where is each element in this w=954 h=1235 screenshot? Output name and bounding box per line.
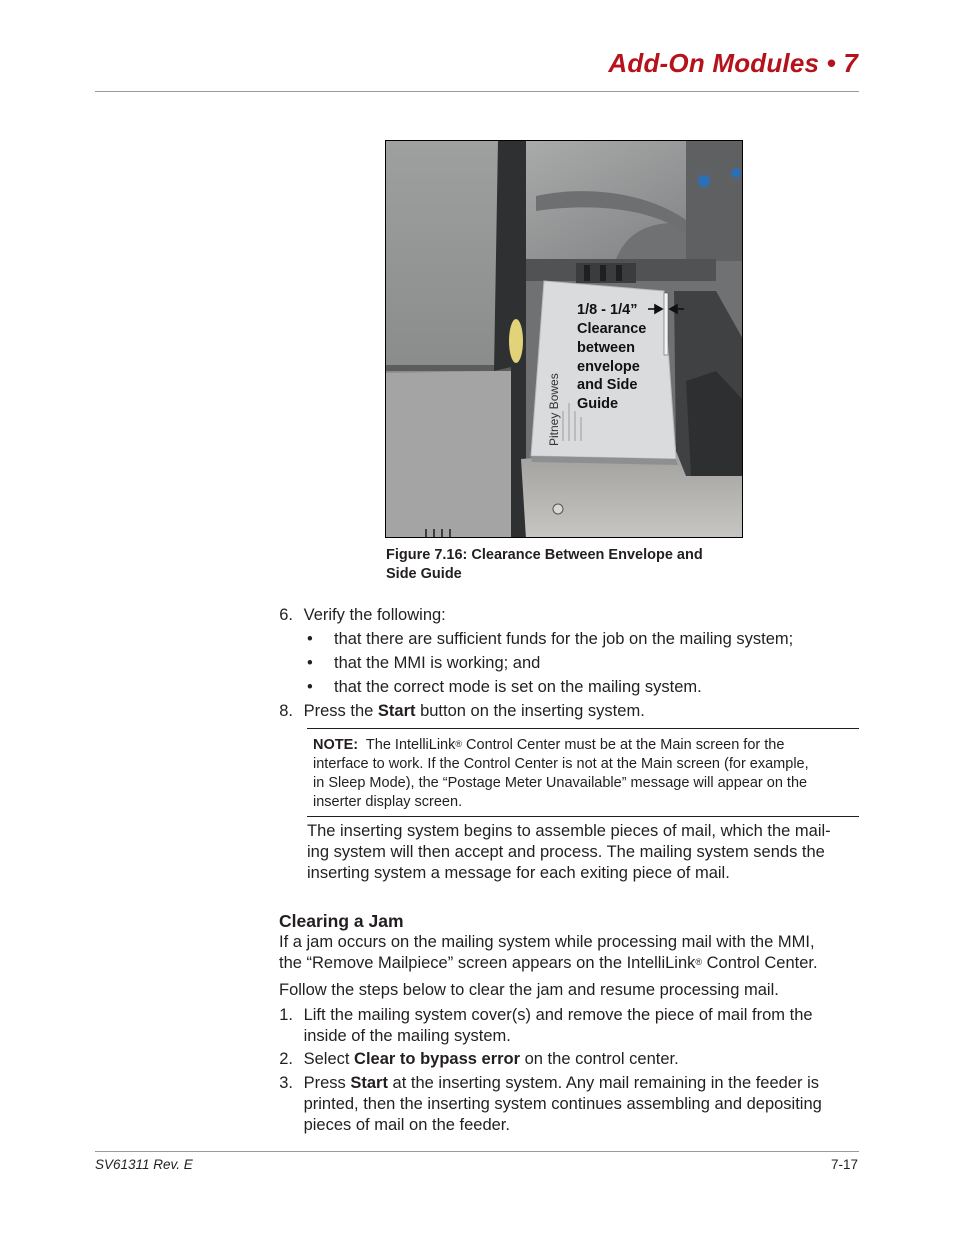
caption-line-2: Side Guide <box>386 566 462 582</box>
figure-caption <box>386 546 746 584</box>
bullet-icon: • <box>307 630 313 648</box>
jam-step-2 <box>271 1049 679 1070</box>
bullet-text-2: that the MMI is working; and <box>334 654 541 672</box>
note-line-1-post: Control Center must be at the Main screen for the <box>462 737 785 753</box>
callout-line-2: Clearance <box>577 321 647 337</box>
jam-step-1-line-1: Lift the mailing system cover(s) and remove the piece of mail from the <box>303 1006 813 1024</box>
jam-step-3-line-2: printed, then the inserting system continues assembling and depositing <box>303 1095 822 1113</box>
bullet-item <box>307 653 540 674</box>
jam-step-2-number: 2. <box>279 1050 293 1068</box>
paragraph-line-3: inserting system a message for each exiting piece of mail. <box>307 864 730 882</box>
paragraph-line-2: ing system will then accept and process. The mailing system sends the <box>307 843 825 861</box>
jam-intro-line-1: If a jam occurs on the mailing system while processing mail with the MMI, <box>279 933 815 951</box>
jam-follow-text: Follow the steps below to clear the jam and resume processing mail. <box>279 981 779 999</box>
paragraph-line-1: The inserting system begins to assemble pieces of mail, which the mail- <box>307 822 831 840</box>
envelope-logo: Pitney Bowes <box>547 373 561 446</box>
assembly-paragraph <box>307 821 831 884</box>
jam-intro <box>279 932 818 974</box>
callout-line-1: 1/8 - 1/4” <box>577 302 638 318</box>
callout-line-4: envelope <box>577 359 640 375</box>
callout-line-6: Guide <box>577 396 619 412</box>
jam-step-2-bold: Clear to bypass error <box>354 1050 521 1068</box>
note-line-1-pre: The IntelliLink <box>358 737 456 753</box>
jam-step-1 <box>271 1005 813 1047</box>
jam-step-2-pre: Select <box>303 1050 355 1068</box>
document-revision: SV61311 Rev. E <box>95 1157 193 1172</box>
callout-line-3: between <box>577 340 636 356</box>
step-8-text-post: button on the inserting system. <box>415 702 645 720</box>
step-8 <box>271 701 645 722</box>
step-8-text-pre: Press the <box>303 702 378 720</box>
bullet-icon: • <box>307 678 313 696</box>
jam-step-3-number: 3. <box>279 1074 293 1092</box>
jam-step-1-line-2: inside of the mailing system. <box>303 1027 511 1045</box>
step-8-number: 8. <box>279 702 293 720</box>
caption-line-1: Figure 7.16: Clearance Between Envelope and <box>386 547 703 563</box>
jam-intro-line-2-pre: the “Remove Mailpiece” screen appears on the IntelliLink <box>279 954 696 972</box>
page-number: 7-17 <box>830 1157 858 1172</box>
bullet-item <box>307 629 793 650</box>
step-6-number: 6. <box>279 606 293 624</box>
bullet-text-3: that the correct mode is set on the mailing system. <box>334 678 702 696</box>
jam-step-3 <box>271 1073 822 1136</box>
jam-intro-line-2-post: Control Center. <box>702 954 818 972</box>
note-label: NOTE: <box>313 737 359 753</box>
bullet-text-1: that there are sufficient funds for the job on the mailing system; <box>334 630 794 648</box>
jam-step-2-post: on the control center. <box>520 1050 679 1068</box>
registered-mark: ® <box>455 739 463 749</box>
figure-photo <box>385 140 743 538</box>
jam-step-3-pre: Press <box>303 1074 351 1092</box>
header-divider <box>95 91 859 92</box>
jam-step-1-number: 1. <box>279 1006 293 1024</box>
footer-divider <box>95 1151 859 1152</box>
step-8-bold: Start <box>377 702 416 720</box>
step-6-text: Verify the following: <box>303 606 446 624</box>
step-6 <box>271 605 446 626</box>
registered-mark: ® <box>695 957 703 967</box>
bullet-icon: • <box>307 654 313 672</box>
callout-line-5: and Side <box>577 377 638 393</box>
note-line-4: inserter display screen. <box>313 794 463 810</box>
chapter-title: Add-On Modules • 7 <box>608 48 858 78</box>
section-heading: Clearing a Jam <box>279 911 404 931</box>
note-line-3: in Sleep Mode), the “Postage Meter Unavailable” message will appear on the <box>313 775 808 791</box>
note-text <box>313 736 853 812</box>
bullet-item <box>307 677 702 698</box>
jam-step-3-post: at the inserting system. Any mail remaining in the feeder is <box>387 1074 819 1092</box>
jam-step-3-line-3: pieces of mail on the feeder. <box>303 1116 510 1134</box>
note-line-2: interface to work. If the Control Center is not at the Main screen (for example, <box>313 756 809 772</box>
jam-step-3-bold: Start <box>350 1074 388 1092</box>
